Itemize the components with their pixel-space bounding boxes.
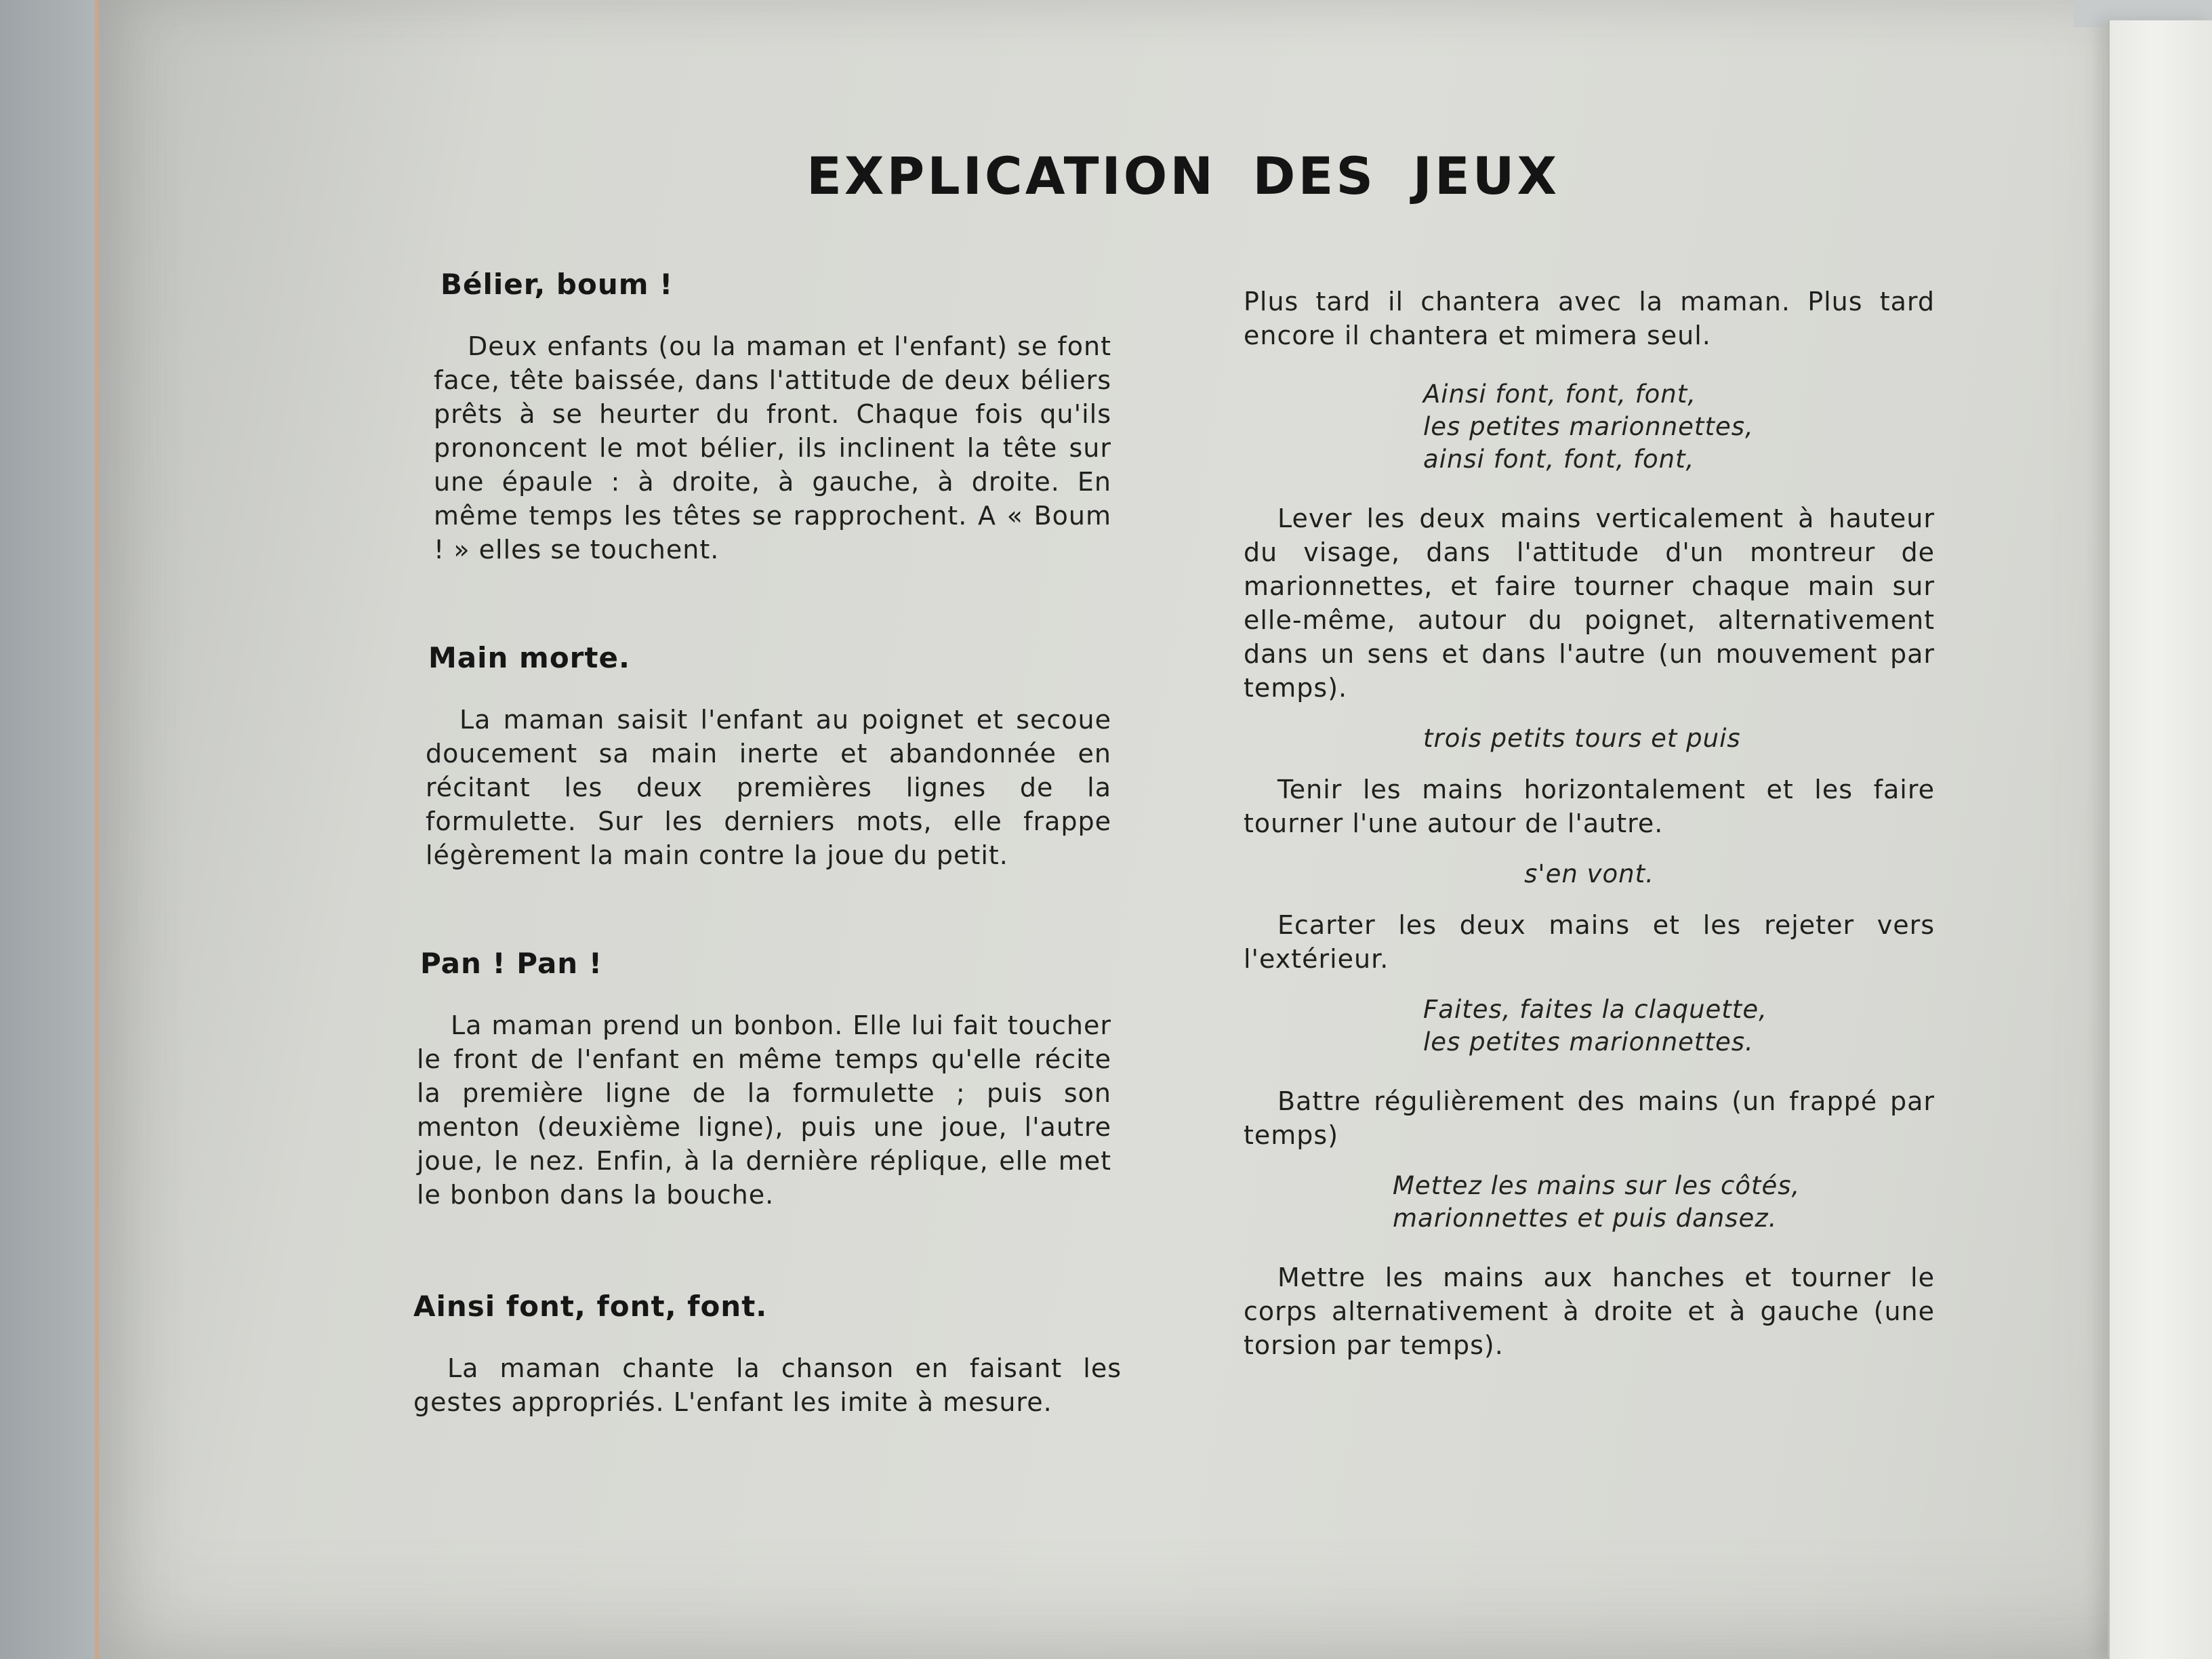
verse-line: les petites marionnettes. [1423, 1027, 1754, 1057]
verse-line: Mettez les mains sur les côtés, [1393, 1171, 1801, 1200]
song-verse [1244, 1170, 1935, 1235]
section-pan-pan [407, 947, 1125, 1212]
song-verse [1244, 994, 1935, 1059]
section-text: La maman saisit l'enfant au poignet et secoue doucement sa main inerte et abandonnée en récitant les deux premières lignes de la formulette. Sur les derniers mots, elle frappe légèrement la main contre la joue du petit. [426, 705, 1111, 870]
section-heading: Pan ! Pan ! [420, 947, 602, 980]
instruction-text: Lever les deux mains verticalement à hauteur du visage, dans l'attitude d'un montreur de marionnettes, et faire tourner chaque main sur elle-même, autour du poignet, alternativement dans un sens et dans l'autre (un mouvement par temps). [1244, 504, 1935, 703]
song-verse [1244, 378, 1935, 476]
section-text: La maman chante la chanson en faisant les gestes appropriés. L'enfant les imite à mesure. [413, 1353, 1122, 1417]
verse-line: ainsi font, font, font, [1423, 445, 1695, 474]
instruction-text: Ecarter les deux mains et les rejeter vers l'extérieur. [1244, 910, 1935, 974]
section-heading: Main morte. [428, 641, 630, 674]
verse-line: les petites marionnettes, [1423, 412, 1754, 441]
instruction-text: Tenir les mains horizontalement et les faire tourner l'une autour de l'autre. [1244, 775, 1935, 838]
verse-line: trois petits tours et puis [1423, 724, 1741, 753]
verse-line: marionnettes et puis dansez. [1393, 1204, 1778, 1233]
section-heading: Bélier, boum ! [441, 268, 674, 301]
section-main-morte [407, 641, 1125, 872]
section-ainsi-font [407, 1290, 1125, 1419]
song-verse [1244, 722, 1935, 755]
song-verse [1244, 858, 1935, 890]
section-text: La maman prend un bonbon. Elle lui fait toucher le front de l'enfant en même temps qu'elle récite la première ligne de la formulette ; puis son menton (deuxième ligne), puis une joue, l'autre joue, le nez. Enfin, à la dernière réplique, elle met le bonbon dans la bouche. [417, 1010, 1111, 1210]
verse-line: Ainsi font, font, font, [1423, 380, 1697, 409]
left-column [407, 268, 1125, 1419]
verse-line: Faites, faites la claquette, [1423, 995, 1767, 1024]
right-column [1244, 285, 1935, 1362]
section-belier-boum [407, 268, 1125, 567]
intro-text: Plus tard il chantera avec la maman. Plus tard encore il chantera et mimera seul. [1244, 287, 1935, 350]
instruction-text: Battre régulièrement des mains (un frappé par temps) [1244, 1086, 1935, 1150]
section-heading: Ainsi font, font, font. [413, 1290, 768, 1323]
verse-line: s'en vont. [1524, 859, 1654, 888]
instruction-text: Mettre les mains aux hanches et tourner le corps alternativement à droite et à gauche (une torsion par temps). [1244, 1263, 1935, 1360]
page-title: EXPLICATION DES JEUX [806, 146, 1560, 206]
section-text: Deux enfants (ou la maman et l'enfant) se font face, tête baissée, dans l'attitude de deux béliers prêts à se heurter du front. Chaque fois qu'ils prononcent le mot bélier, ils inclinent la tête sur une épaule : à droite, à gauche, à droite. En même temps les têtes se rapprochent. A « Boum ! » elles se touchent. [434, 331, 1111, 565]
next-page-edge [2108, 20, 2212, 1659]
